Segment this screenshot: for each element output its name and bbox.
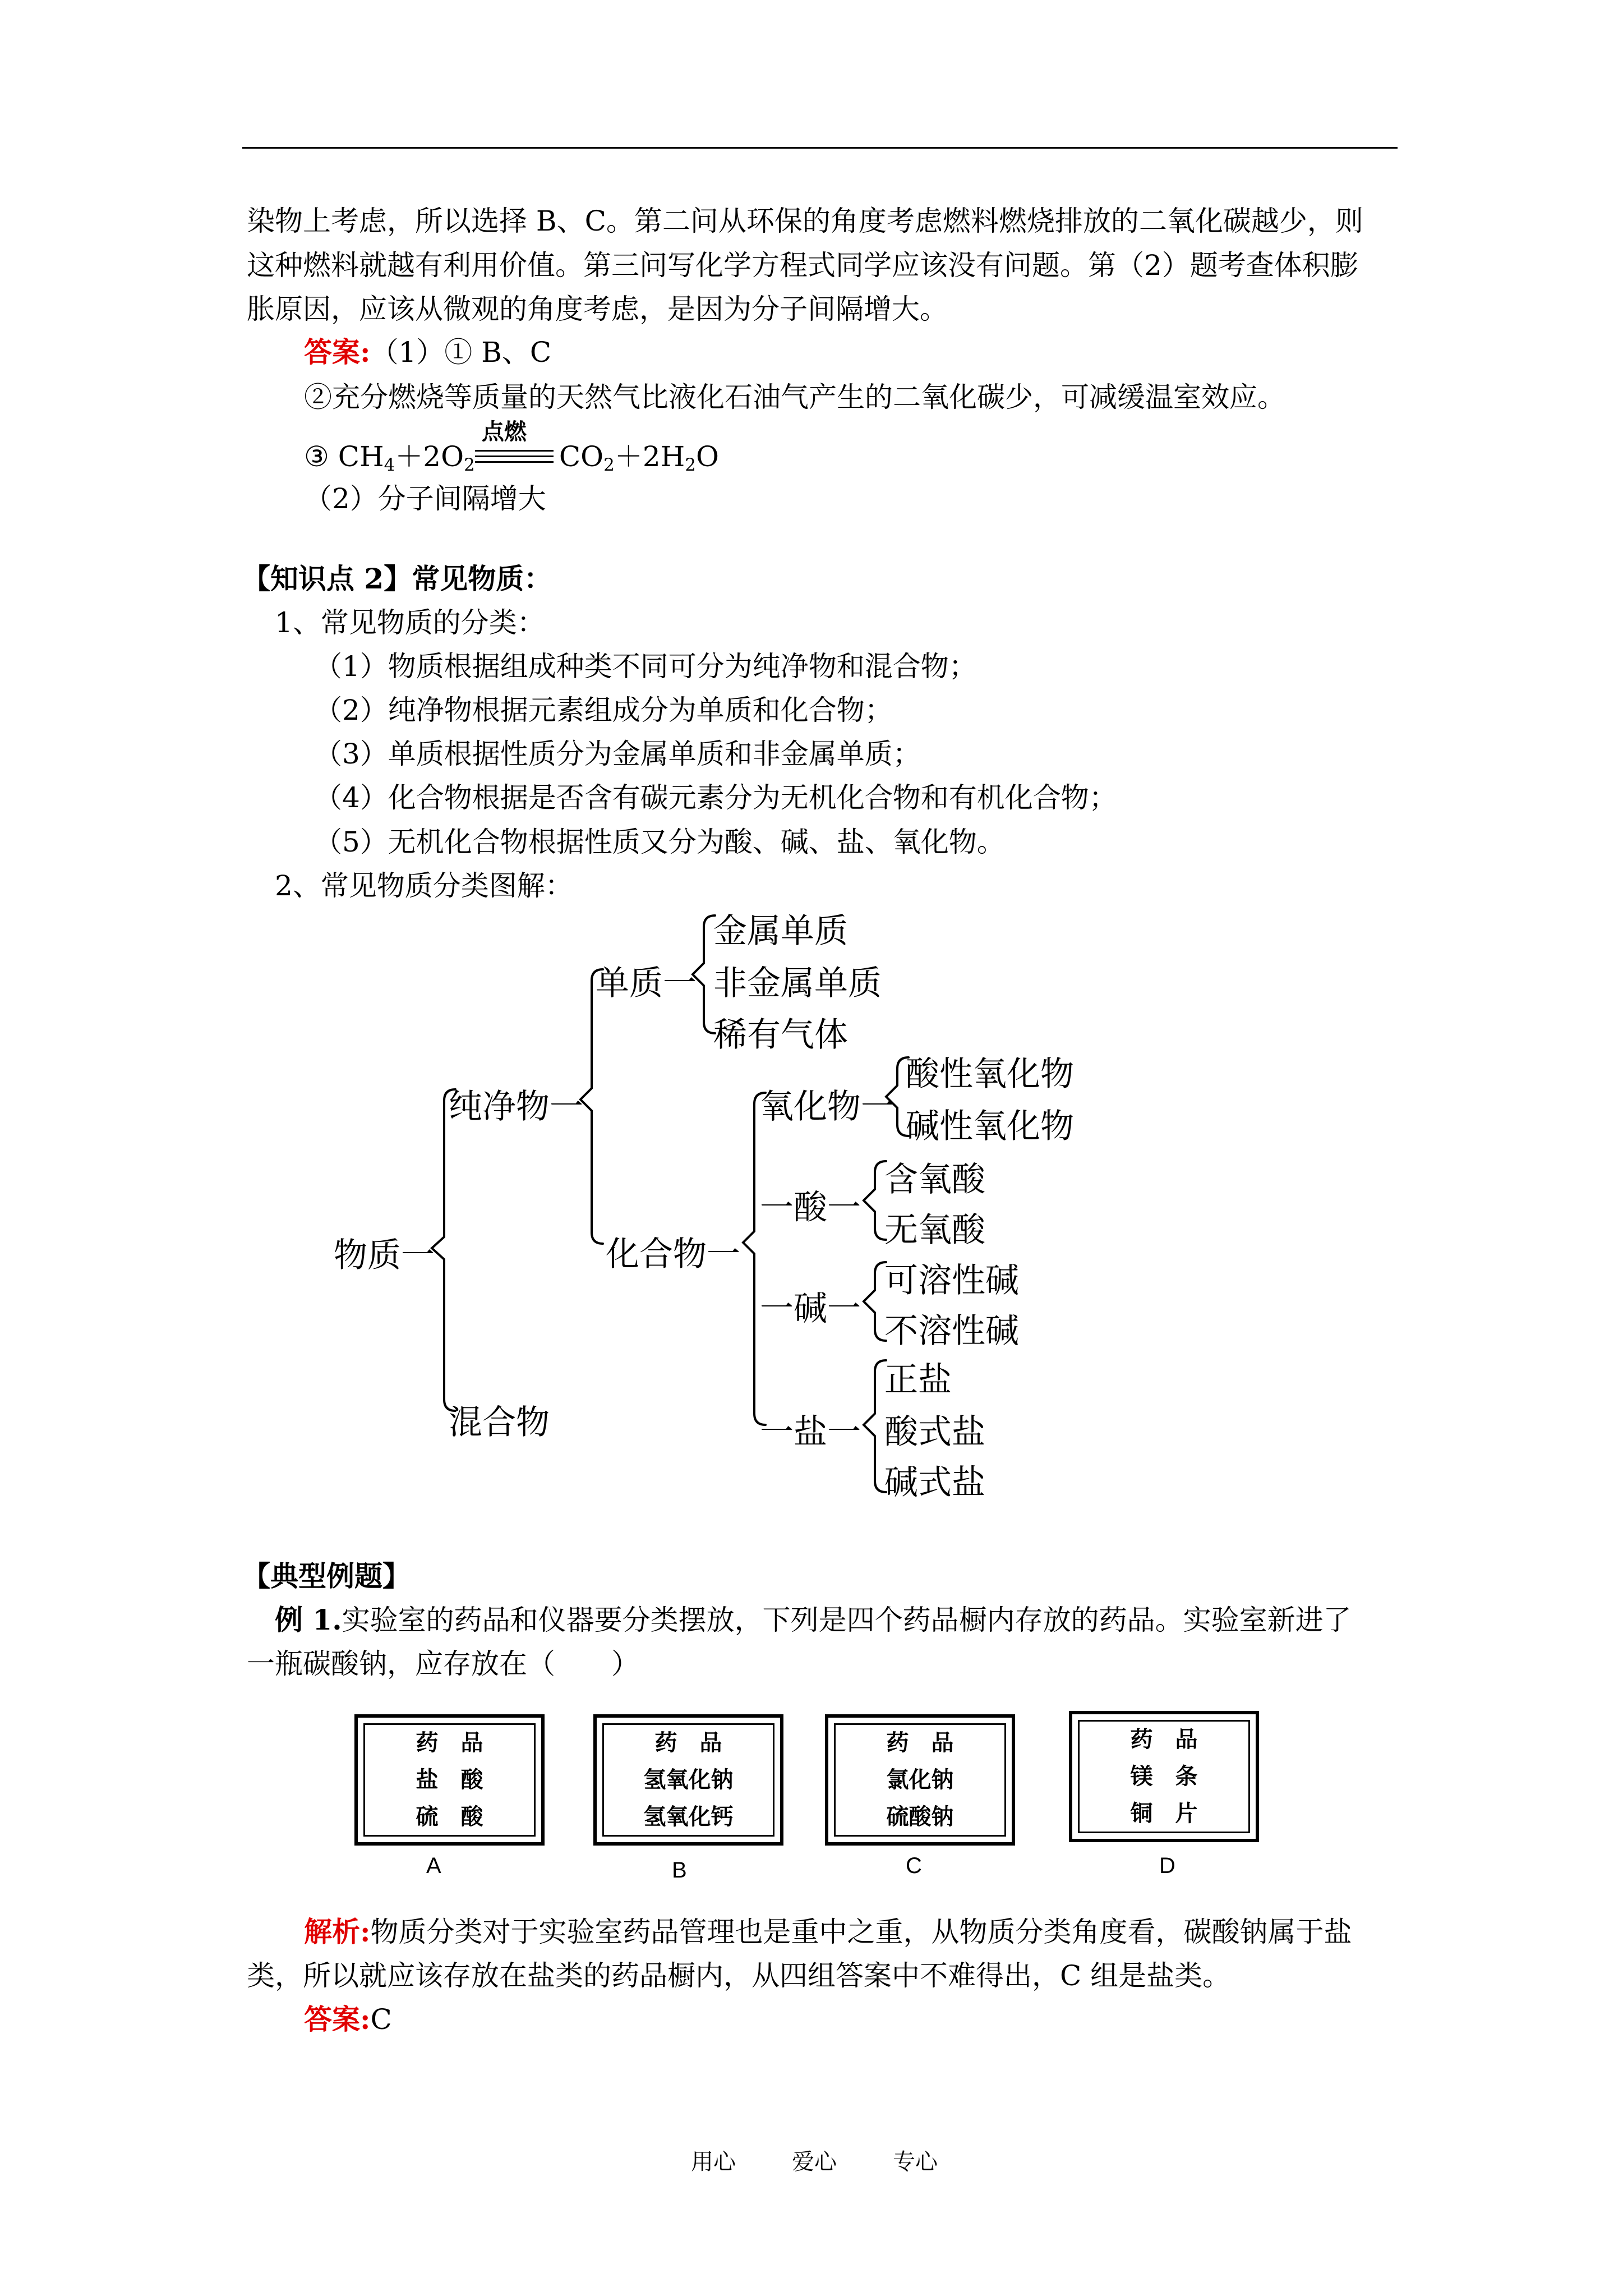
cabinet-a-label: A	[426, 1853, 441, 1878]
node-basic-oxide: 碱性氧化物	[906, 1107, 1074, 1146]
node-element: 单质一	[596, 964, 697, 1003]
knowledge-item-1: （1）物质根据组成种类不同可分为纯净物和混合物；	[314, 650, 977, 683]
paragraph-line-3: 胀原因，应该从微观的角度考虑，是因为分子间隔增大。	[247, 293, 948, 325]
footer-word-1: 用心	[691, 2149, 736, 2175]
node-pure-substance: 纯净物一	[449, 1087, 583, 1126]
chemical-equation: ③ $CH_4+2O_2$ 点燃 $CO_2+2H_2O$	[304, 436, 719, 485]
knowledge-item-3: （3）单质根据性质分为金属单质和非金属单质；	[314, 738, 921, 770]
node-mixture: 混合物	[449, 1403, 550, 1442]
node-substance: 物质一	[334, 1236, 435, 1275]
cabinet-a: 药 品 盐 酸 硫 酸	[354, 1714, 545, 1846]
knowledge-item-2: （2）纯净物根据元素组成分为单质和化合物；	[314, 694, 893, 726]
example-1-answer	[304, 1999, 392, 2040]
node-oxide: 氧化物一	[760, 1087, 895, 1126]
analysis-label: 解析:	[304, 1915, 371, 1948]
example-1-label: 例 1.	[275, 1603, 342, 1636]
analysis-line-2: 类，所以就应该存放在盐类的药品橱内，从四组答案中不难得出，C 组是盐类。	[247, 1959, 1231, 1992]
node-base: 一碱一	[760, 1289, 861, 1328]
cabinet-b-label: B	[672, 1858, 687, 1883]
node-compound: 化合物一	[606, 1235, 740, 1274]
footer-word-3: 专心	[893, 2149, 938, 2175]
node-normal-salt: 正盐	[884, 1360, 952, 1400]
node-noble-gas: 稀有气体	[713, 1015, 848, 1055]
paragraph-line-2: 这种燃料就越有利用价值。第三问写化学方程式同学应该没有问题。第（2）题考查体积膨	[247, 249, 1358, 282]
answer-line-4: （2）分子间隔增大	[304, 482, 546, 515]
answer-label-2: 答案:	[304, 2003, 371, 2036]
footer-word-2: 爱心	[792, 2149, 837, 2175]
knowledge-item-5: （5）无机化合物根据性质又分为酸、碱、盐、氧化物。	[314, 826, 1005, 858]
example-1-line-1: 例 1.实验室的药品和仪器要分类摆放，下列是四个药品橱内存放的药品。实验室新进了	[275, 1603, 1352, 1636]
knowledge-title: 【知识点 2】常见物质：	[242, 562, 552, 595]
node-oxyacid: 含氧酸	[884, 1160, 985, 1199]
answer-part1: （1）① B、C	[370, 336, 552, 369]
node-metal-element: 金属单质	[713, 912, 848, 951]
cabinet-d-label: D	[1159, 1853, 1175, 1878]
node-acid-salt: 酸式盐	[884, 1412, 985, 1452]
node-acid: 一酸一	[760, 1188, 861, 1227]
node-soluble-base: 可溶性碱	[884, 1261, 1019, 1300]
answer-value: C	[370, 2003, 392, 2036]
analysis-line-1: 解析:物质分类对于实验室药品管理也是重中之重，从物质分类角度看，碳酸钠属于盐	[304, 1915, 1352, 1948]
node-acidic-oxide: 酸性氧化物	[906, 1055, 1074, 1094]
cabinet-b: 药 品 氢氧化钠 氢氧化钙	[593, 1714, 783, 1846]
cabinet-c-label: C	[906, 1853, 922, 1878]
answer-line-2: ②充分燃烧等质量的天然气比液化石油气产生的二氧化碳少，可减缓温室效应。	[304, 381, 1285, 413]
node-nonmetal-element: 非金属单质	[713, 964, 882, 1003]
answer-label: 答案:	[304, 335, 371, 369]
paragraph-line-1: 染物上考虑，所以选择 B、C。第二问从环保的角度考虑燃料燃烧排放的二氧化碳越少，则	[247, 205, 1363, 237]
cabinet-d: 药 品 镁 条 铜 片	[1069, 1711, 1259, 1842]
cabinet-c: 药 品 氯化钠 硫酸钠	[825, 1714, 1015, 1846]
knowledge-item-4: （4）化合物根据是否含有碳元素分为无机化合物和有机化合物；	[314, 781, 1117, 814]
node-oxygen-free-acid: 无氧酸	[884, 1211, 985, 1250]
node-insoluble-base: 不溶性碱	[884, 1312, 1019, 1351]
knowledge-section-2: 2、常见物质分类图解：	[275, 869, 573, 902]
node-basic-salt: 碱式盐	[884, 1463, 985, 1502]
example-1-line-2: 一瓶碳酸钠，应存放在（ ）	[247, 1648, 639, 1680]
reaction-condition: 点燃	[481, 419, 527, 445]
node-salt: 一盐一	[760, 1412, 861, 1452]
knowledge-section-1: 1、常见物质的分类：	[275, 606, 545, 639]
examples-title: 【典型例题】	[242, 1559, 411, 1593]
